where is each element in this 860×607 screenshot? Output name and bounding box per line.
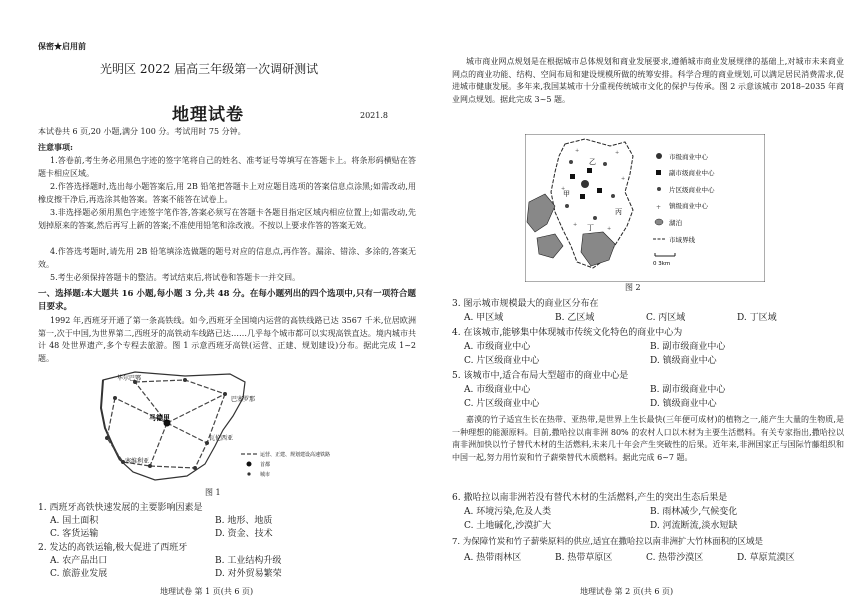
q1-option-c[interactable]: C. 客货运输 bbox=[50, 529, 99, 539]
svg-text:+: + bbox=[607, 226, 612, 232]
q3-option-a[interactable]: A. 甲区域 bbox=[464, 313, 504, 323]
region-jia: 甲 bbox=[563, 190, 570, 198]
q1-option-d[interactable]: D. 资金、技术 bbox=[215, 529, 273, 539]
q7-option-c[interactable]: C. 热带沙漠区 bbox=[646, 553, 704, 563]
q2-option-b[interactable]: B. 工业结构升级 bbox=[215, 556, 282, 566]
svg-text:+: + bbox=[561, 186, 566, 192]
q6-option-a[interactable]: A. 环境污染,危及人类 bbox=[464, 507, 552, 517]
city-madrid: 马德里 bbox=[149, 414, 170, 422]
legend-district-center: 片区级商业中心 bbox=[669, 186, 715, 194]
passage-2: 城市商业网点规划是在根据城市总体规划和商业发展要求,遵循城市商业发展规律的基础上,对城市未来商业网点的商业功能、结构、空间布局和建设规模所做的统筹安排。科学合理的商业规划,可以满足居民消费需求,促进城市健康发展。多年来,我国某城市十分重视传统城市文化的保护与传承。图 2 示意该城市 2018–2035 年商业网点规划。据此完成 3~5 题。 bbox=[452, 57, 844, 104]
svg-text:+: + bbox=[615, 150, 620, 156]
q6-stem: 6. 撒哈拉以南非洲若没有替代木材的生活燃料,产生的突出生态后果是 bbox=[452, 493, 728, 503]
legend-city-icon bbox=[247, 472, 250, 475]
q5-option-d[interactable]: D. 镇级商业中心 bbox=[650, 399, 717, 409]
notice-3: 3.非选择题必须用黑色字迹签字笔作答,答案必须写在答题卡各题目指定区域内相应位置上;如需改动,先划掉原来的答案,然后再写上新的答案;不准使用铅笔和涂改液。不按以上要求作答的答案无效。 bbox=[38, 208, 416, 230]
legend-rail-label: 运营、正建、规划建设高速铁路 bbox=[260, 452, 331, 458]
exam-title: 光明区 2022 届高三年级第一次调研测试 bbox=[100, 62, 319, 76]
q7-option-a[interactable]: A. 热带雨林区 bbox=[464, 553, 522, 563]
subject-title: 地理试卷 bbox=[172, 105, 244, 125]
q3-option-b[interactable]: B. 乙区域 bbox=[555, 313, 595, 323]
notice-1: 1.答卷前,考生务必用黑色字迹的签字笔将自己的姓名、准考证号等填写在答题卡上。将条形码横贴在答题卡相应区域。 bbox=[38, 156, 416, 178]
q6-option-c[interactable]: C. 土地碱化,沙漠扩大 bbox=[464, 521, 552, 531]
q4-stem: 4. 在该城市,能够集中体现城市传统文化特色的商业中心为 bbox=[452, 328, 683, 338]
legend-capital-icon bbox=[247, 462, 252, 467]
legend-city-center-icon bbox=[656, 153, 662, 159]
spain-rail-map bbox=[95, 368, 345, 486]
q6-option-d[interactable]: D. 河流断流,淡水短缺 bbox=[650, 521, 738, 531]
notice-4: 4.作答选考题时,请先用 2B 铅笔填涂选做题的题号对应的信息点,再作答。漏涂、错涂、多涂的,答案无效。 bbox=[38, 247, 416, 269]
q5-option-a[interactable]: A. 市级商业中心 bbox=[464, 385, 531, 395]
legend-city-label: 城市 bbox=[260, 472, 271, 478]
q1-option-a[interactable]: A. 国土面积 bbox=[50, 516, 99, 526]
notice-2: 2.作答选择题时,选出每小题答案后,用 2B 铅笔把答题卡上对应题目选项的答案信息点涂黑;如需改动,用橡皮擦干净后,再选涂其他答案。答案不能答在试卷上。 bbox=[38, 182, 416, 204]
q2-stem: 2. 发达的高铁运输,极大促进了西班牙 bbox=[38, 543, 188, 553]
q6-option-b[interactable]: B. 雨林减少,气候变化 bbox=[650, 507, 738, 517]
city-commercial-map bbox=[525, 134, 765, 282]
legend-town-center: 镇级商业中心 bbox=[669, 202, 708, 210]
region-bing: 丙 bbox=[615, 208, 622, 216]
city-seville: 塞维利亚 bbox=[125, 458, 150, 465]
q4-option-d[interactable]: D. 镇级商业中心 bbox=[650, 356, 717, 366]
q7-option-d[interactable]: D. 草原荒漠区 bbox=[737, 553, 795, 563]
city-bilbao: 毕尔巴鄂 bbox=[117, 375, 142, 382]
legend-lake-icon bbox=[655, 219, 663, 225]
q5-option-b[interactable]: B. 副市级商业中心 bbox=[650, 385, 726, 395]
q2-option-a[interactable]: A. 农产品出口 bbox=[50, 556, 108, 566]
page-1-footer: 地理试卷 第 1 页(共 6 页) bbox=[160, 587, 254, 596]
q3-option-c[interactable]: C. 丙区域 bbox=[646, 313, 686, 323]
legend-capital-label: 首都 bbox=[260, 462, 271, 468]
page-2-footer: 地理试卷 第 2 页(共 6 页) bbox=[580, 587, 674, 596]
svg-text:+: + bbox=[575, 148, 580, 154]
intro-text: 本试卷共 6 页,20 小题,满分 100 分。考试用时 75 分钟。 bbox=[38, 127, 246, 136]
q3-stem: 3. 图示城市规模最大的商业区分布在 bbox=[452, 299, 599, 309]
city-valencia: 瓦伦西亚 bbox=[209, 435, 234, 442]
city-barcelona: 巴塞罗那 bbox=[231, 396, 256, 403]
notice-5: 5.考生必须保持答题卡的整洁。考试结束后,将试卷和答题卡一并交回。 bbox=[50, 273, 301, 282]
legend-boundary: 市域界线 bbox=[669, 236, 695, 244]
figure-2-caption: 图 2 bbox=[625, 283, 641, 292]
scale-label: 0 3km bbox=[653, 261, 671, 267]
legend-sub-city-center: 副市级商业中心 bbox=[669, 169, 715, 177]
q2-option-c[interactable]: C. 旅游业发展 bbox=[50, 569, 108, 579]
section-1-heading: 一、选择题:本大题共 16 小题,每小题 3 分,共 48 分。在每小题列出的四个选项中,只有一项符合题目要求。 bbox=[38, 289, 416, 312]
figure-1-caption: 图 1 bbox=[205, 488, 221, 497]
right-page bbox=[430, 0, 860, 607]
q2-option-d[interactable]: D. 对外贸易繁荣 bbox=[215, 569, 282, 579]
q1-option-b[interactable]: B. 地形、地质 bbox=[215, 516, 273, 526]
q4-option-a[interactable]: A. 市级商业中心 bbox=[464, 342, 531, 352]
q5-stem: 5. 该城市中,适合布局大型超市的商业中心是 bbox=[452, 371, 629, 381]
secret-label: 保密★启用前 bbox=[38, 41, 86, 51]
legend-town-center-icon: + bbox=[656, 204, 662, 211]
q7-option-b[interactable]: B. 热带草原区 bbox=[555, 553, 613, 563]
q4-option-c[interactable]: C. 片区级商业中心 bbox=[464, 356, 540, 366]
passage-3: 嘉漠的竹子适宜生长在热带、亚热带,是世界上生长最快(三年便可成材)的植物之一,能产生大量的生物质,是一种理想的能源原料。目前,撒哈拉以南非洲 80% 的农村人口以木材为主要生活燃料。有关专家指出,撒哈拉以南非洲加快以竹子替代木材的生活燃料,未来几十年会产生突破性的后果。近年来,非洲国家正与国际竹藤组织和中国一起,努力用竹炭和竹子薪柴替代木质燃料。据此完成 6~7 题。 bbox=[452, 415, 844, 462]
legend-district-center-icon bbox=[657, 187, 661, 191]
q7-stem: 7. 为保障竹炭和竹子薪柴原料的供应,适宜在撒哈拉以南非洲扩大竹林面积的区域是 bbox=[452, 537, 764, 547]
legend-city-center: 市级商业中心 bbox=[669, 153, 708, 161]
q3-option-d[interactable]: D. 丁区域 bbox=[737, 313, 777, 323]
region-yi: 乙 bbox=[589, 158, 596, 166]
exam-date: 2021.8 bbox=[360, 111, 388, 120]
svg-text:+: + bbox=[573, 222, 578, 228]
region-ding: 丁 bbox=[587, 224, 594, 232]
q1-stem: 1. 西班牙高铁快速发展的主要影响因素是 bbox=[38, 503, 203, 513]
legend-sub-city-center-icon bbox=[656, 170, 661, 175]
passage-1: 1992 年,西班牙开通了第一条高铁线。如今,西班牙全国境内运营的高铁线路已达 3567 千米,位居欧洲第一,次于中国,为世界第二,西班牙的高铁动车线路已达……几乎每个城市都可以实现高铁直达。境内城市共计 48 处世界遗产,多个专程去旅游。图 1 示意西班牙高铁(运营、正建、规划建设)分布。据此完成 1~2 题。 bbox=[38, 316, 416, 363]
q5-option-c[interactable]: C. 片区级商业中心 bbox=[464, 399, 540, 409]
notice-heading: 注意事项: bbox=[38, 142, 73, 152]
q4-option-b[interactable]: B. 副市级商业中心 bbox=[650, 342, 726, 352]
legend-lake: 湖泊 bbox=[669, 219, 682, 227]
svg-text:+: + bbox=[621, 176, 626, 182]
